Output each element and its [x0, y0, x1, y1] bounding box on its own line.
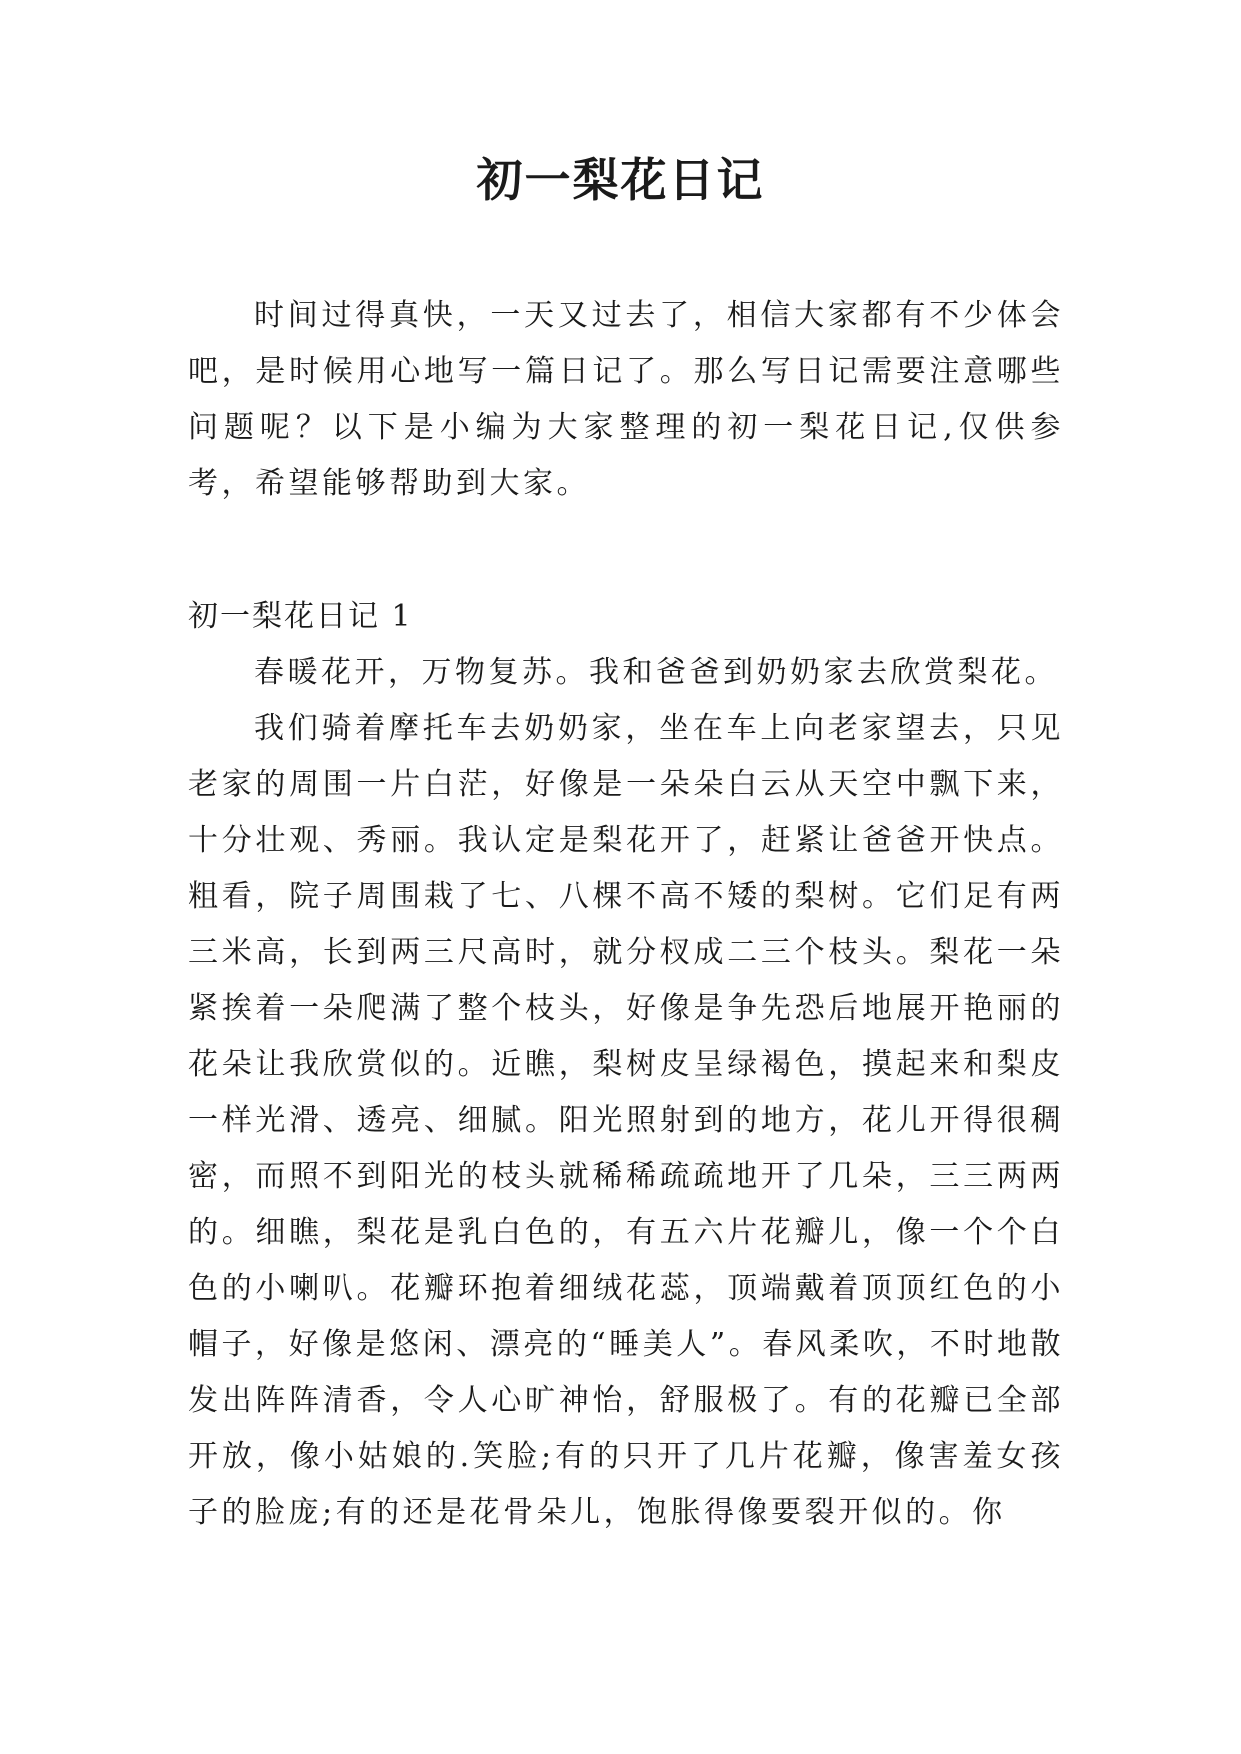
- intro-paragraph: 时间过得真快，一天又过去了，相信大家都有不少体会吧，是时候用心地写一篇日记了。那么写日记需要注意哪些问题呢？以下是小编为大家整理的初一梨花日记,仅供参考，希望能够帮助到大家。: [188, 298, 1064, 501]
- body-paragraph: 我们骑着摩托车去奶奶家，坐在车上向老家望去，只见老家的周围一片白茫，好像是一朵朵白云从天空中飘下来，十分壮观、秀丽。我认定是梨花开了，赶紧让爸爸开快点。粗看，院子周围栽了七、八棵不高不矮的梨树。它们足有两三米高，长到两三尺高时，就分杈成二三个枝头。梨花一朵紧挨着一朵爬满了整个枝头，好像是争先恐后地展开艳丽的花朵让我欣赏似的。近瞧，梨树皮呈绿褐色，摸起来和梨皮一样光滑、透亮、细腻。阳光照射到的地方，花儿开得很稠密，而照不到阳光的枝头就稀稀疏疏地开了几朵，三三两两的。细瞧，梨花是乳白色的，有五六片花瓣儿，像一个个白色的小喇叭。花瓣环抱着细绒花蕊，顶端戴着顶顶红色的小帽子，好像是悠闲、漂亮的“睡美人”。春风柔吹，不时地散发出阵阵清香，令人心旷神怡，舒服极了。有的花瓣已全部开放，像小姑娘的.笑脸;有的只开了几片花瓣，像害羞女孩子的脸庞;有的还是花骨朵儿，饱胀得像要裂开似的。你: [188, 711, 1064, 1530]
- document-title: 初一梨花日记: [476, 153, 765, 207]
- body-paragraph: 春暖花开，万物复苏。我和爸爸到奶奶家去欣赏梨花。: [254, 655, 1058, 690]
- section-heading: 初一梨花日记 1: [188, 599, 413, 634]
